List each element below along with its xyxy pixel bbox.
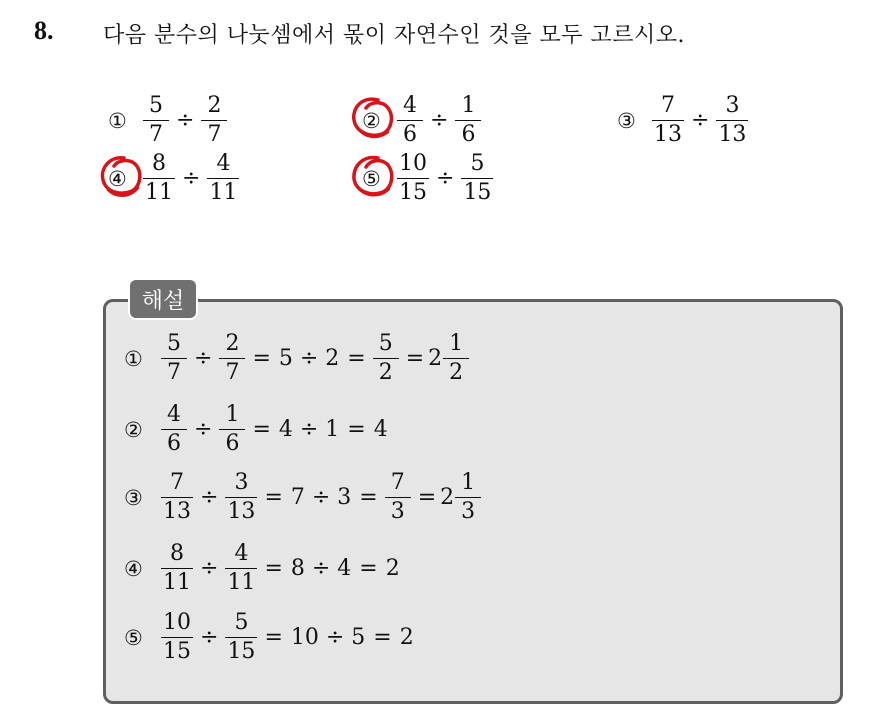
fraction: $\frac{7}{13}$: [163, 470, 191, 524]
divide-sign: ÷: [200, 556, 219, 581]
equals-sign: =: [264, 485, 283, 510]
division-step: 7 ÷ 3: [290, 485, 352, 510]
division-step: 5 ÷ 2: [278, 346, 340, 371]
fraction: $\frac{3}{13}$: [718, 93, 747, 147]
result: 2: [385, 556, 400, 581]
mixed-number: 2 $\frac{1}{2}$: [428, 333, 472, 384]
divide-sign: ÷: [430, 108, 449, 133]
divide-sign: ÷: [194, 417, 213, 442]
fraction: $\frac{10}{15}$: [399, 151, 427, 205]
divide-sign: ÷: [182, 166, 201, 191]
fraction: $\frac{5}{15}$: [463, 151, 492, 205]
equals-sign: =: [264, 625, 283, 650]
fraction: $\frac{4}{6}$: [397, 95, 423, 146]
choice-marker: ④: [108, 166, 127, 191]
divide-sign: ÷: [176, 108, 195, 133]
fraction: $\frac{10}{15}$: [163, 610, 191, 664]
choice-5: [362, 153, 496, 204]
fraction: $\frac{5}{7}$: [161, 333, 187, 384]
solution-marker: ④: [124, 556, 143, 581]
fraction: $\frac{2}{7}$: [201, 95, 227, 146]
solution-line-2: [124, 404, 392, 455]
equals-sign: =: [359, 556, 378, 581]
result: 2: [399, 625, 414, 650]
fraction: $\frac{4}{11}$: [227, 541, 256, 595]
choice-3: [617, 95, 751, 146]
solution-tab-label: 해설: [128, 278, 198, 320]
choice-1: [108, 95, 230, 146]
fraction: $\frac{4}{6}$: [161, 404, 187, 455]
fraction: $\frac{8}{11}$: [145, 151, 173, 205]
solution-marker: ①: [124, 346, 143, 371]
choice-marker: ⑤: [362, 166, 381, 191]
fraction: $\frac{5}{2}$: [373, 333, 399, 384]
division-step: 4 ÷ 1: [278, 417, 340, 442]
division-step: 8 ÷ 4: [290, 556, 352, 581]
solution-line-1: [124, 333, 472, 384]
divide-sign: ÷: [200, 625, 219, 650]
choice-marker: ②: [362, 108, 381, 133]
equals-sign: =: [347, 417, 366, 442]
question-number: 8.: [34, 16, 54, 45]
equals-sign: =: [252, 346, 271, 371]
fraction: $\frac{2}{7}$: [219, 333, 245, 384]
solution-line-5: [124, 612, 418, 663]
equals-sign: =: [373, 625, 392, 650]
choice-marker: ①: [108, 108, 127, 133]
fraction: $\frac{7}{13}$: [654, 93, 682, 147]
solution-line-4: [124, 543, 404, 594]
solution-marker: ③: [124, 485, 143, 510]
solution-marker: ②: [124, 417, 143, 442]
fraction: $\frac{1}{6}$: [219, 404, 245, 455]
equals-sign: =: [405, 346, 425, 371]
fraction: $\frac{7}{3}$: [385, 472, 411, 523]
fraction: $\frac{3}{13}$: [227, 470, 256, 524]
divide-sign: ÷: [200, 485, 219, 510]
equals-sign: =: [359, 485, 378, 510]
choice-4: [108, 153, 242, 204]
solution-marker: ⑤: [124, 625, 143, 650]
equals-sign: =: [264, 556, 283, 581]
divide-sign: ÷: [691, 108, 710, 133]
divide-sign: ÷: [436, 166, 455, 191]
equals-sign: =: [417, 485, 437, 510]
division-step: 10 ÷ 5: [290, 625, 366, 650]
fraction: $\frac{5}{7}$: [143, 95, 169, 146]
equals-sign: =: [252, 417, 271, 442]
fraction: $\frac{4}{11}$: [209, 151, 238, 205]
equals-sign: =: [347, 346, 366, 371]
divide-sign: ÷: [194, 346, 213, 371]
mixed-number: 2 $\frac{1}{3}$: [440, 472, 484, 523]
question-text: 다음 분수의 나눗셈에서 몫이 자연수인 것을 모두 고르시오.: [103, 23, 685, 48]
choice-marker: ③: [617, 108, 636, 133]
fraction: $\frac{8}{11}$: [163, 541, 191, 595]
result: 4: [373, 417, 388, 442]
solution-line-3: [124, 472, 484, 523]
choice-2: [362, 95, 484, 146]
fraction: $\frac{5}{15}$: [227, 610, 256, 664]
fraction: $\frac{1}{6}$: [455, 95, 481, 146]
